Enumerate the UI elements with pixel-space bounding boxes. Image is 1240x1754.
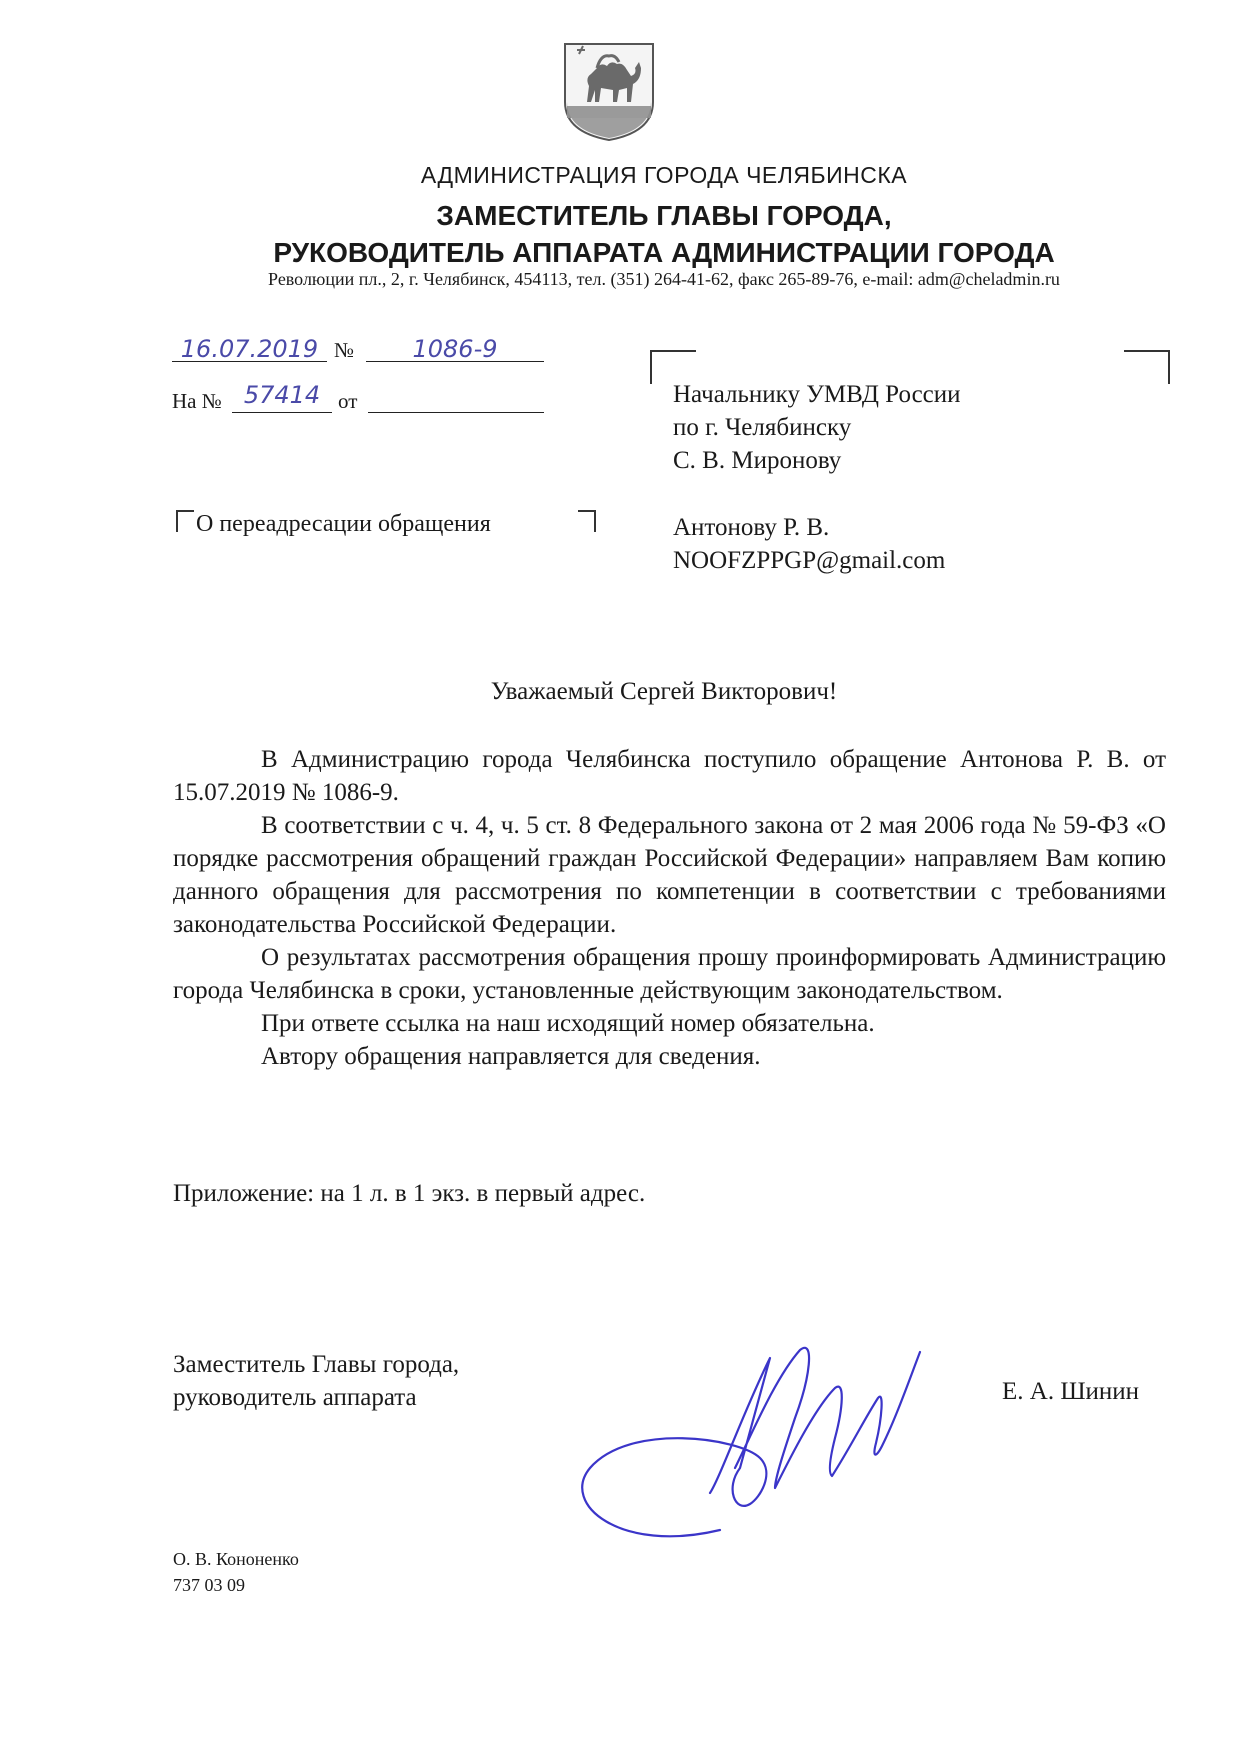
body-paragraph: В Администрацию города Челябинска поступило обращение Антонова Р. В. от 15.07.2019 № 1086-9. xyxy=(173,746,1166,806)
second-recipient-block xyxy=(673,511,945,577)
signer-name: Е. А. Шинин xyxy=(1002,1378,1140,1405)
appendix-note: Приложение: на 1 л. в 1 экз. в первый адрес. xyxy=(173,1180,646,1207)
signer-position xyxy=(173,1348,459,1414)
reply-number-line xyxy=(232,412,332,413)
recipient-block xyxy=(673,378,961,477)
author-position xyxy=(0,197,1240,271)
body-paragraph: При ответе ссылка на наш исходящий номер обязательна. xyxy=(261,1010,875,1037)
subject-corner-left xyxy=(176,510,194,532)
reply-date-label: от xyxy=(338,389,358,413)
outgoing-date: 16.07.2019 xyxy=(180,335,319,363)
recipient-line: по г. Челябинску xyxy=(673,414,852,441)
city-coat-of-arms-icon xyxy=(557,40,661,144)
signer-position-line1: Заместитель Главы города, xyxy=(173,1351,460,1378)
outgoing-number-line xyxy=(366,361,544,362)
second-recipient-email: NOOFZPPGP@gmail.com xyxy=(673,547,946,574)
body-paragraph: В соответствии с ч. 4, ч. 5 ст. 8 Федерального закона от 2 мая 2006 года № 59-ФЗ «О порядке рассмотрения обращений граждан Российской Федерации» направляем Вам копию данного обращения для рассмотрения по компетенции в соответствии с требованиями законодательства Российской Федерации. xyxy=(173,812,1166,938)
body-paragraph: О результатах рассмотрения обращения прошу проинформировать Администрацию города Челябинска в сроки, установленные действующим законодательством. xyxy=(173,944,1166,1004)
letter-subject: О переадресации обращения xyxy=(196,511,491,537)
recipient-line: Начальнику УМВД России xyxy=(673,381,961,408)
organization-name: АДМИНИСТРАЦИЯ ГОРОДА ЧЕЛЯБИНСКА xyxy=(420,162,908,188)
signer-position-line2: руководитель аппарата xyxy=(173,1384,417,1411)
handwritten-signature xyxy=(560,1318,960,1548)
reply-date-line xyxy=(368,412,544,413)
second-recipient-name: Антонову Р. В. xyxy=(673,514,830,541)
reply-number: 57414 xyxy=(243,381,321,409)
executor-info xyxy=(173,1546,299,1598)
executor-name: О. В. Кононенко xyxy=(173,1549,299,1569)
letter-body xyxy=(173,743,1166,1073)
organization-address: Революции пл., 2, г. Челябинск, 454113, тел. (351) 264-41-62, факс 265-89-76, e-mail: adm@cheladmin.ru xyxy=(268,269,1060,289)
recipient-corner-right xyxy=(1124,350,1170,384)
executor-phone: 737 03 09 xyxy=(173,1575,245,1595)
outgoing-number-label: № xyxy=(334,338,355,362)
author-position-line2: РУКОВОДИТЕЛЬ АППАРАТА АДМИНИСТРАЦИИ ГОРОДА xyxy=(273,237,1055,268)
greeting: Уважаемый Сергей Викторович! xyxy=(490,678,838,705)
subject-corner-right xyxy=(578,510,596,532)
author-position-line1: ЗАМЕСТИТЕЛЬ ГЛАВЫ ГОРОДА, xyxy=(436,200,892,231)
reply-number-label: На № xyxy=(172,389,222,413)
outgoing-number: 1086-9 xyxy=(412,335,498,363)
outgoing-date-line xyxy=(172,361,327,362)
body-paragraph: Автору обращения направляется для сведения. xyxy=(261,1043,761,1070)
recipient-line: С. В. Миронову xyxy=(673,447,842,474)
